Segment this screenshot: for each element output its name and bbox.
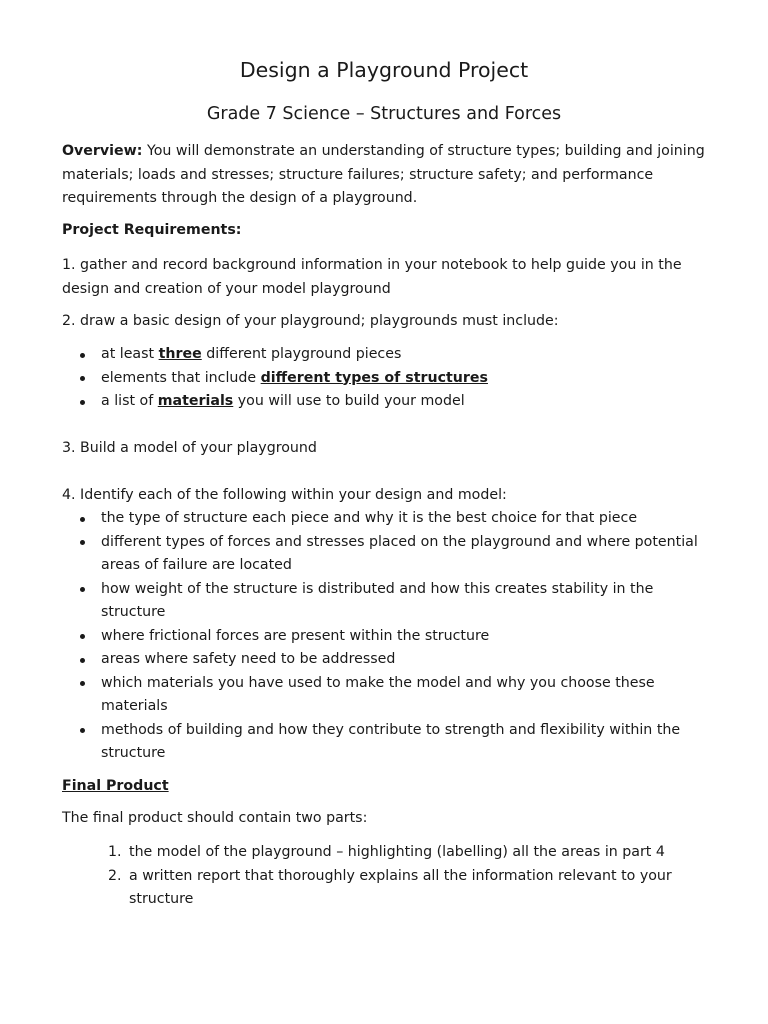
overview-label: Overview: [62,143,143,159]
item4-bullet-list [62,507,712,766]
bullet-text: elements that include [101,369,261,386]
list-number: 1. [108,844,122,860]
item2-bullet-list [62,343,712,414]
list-item [62,841,712,865]
final-product-heading: Final Product [62,778,169,794]
requirement-item-3: 3. Build a model of your playground [62,440,317,456]
list-number: 2. [108,867,122,884]
final-product-intro: The final product should contain two parts: [62,810,368,826]
list-item: the type of structure each piece and why it is the best choice for that piece [62,507,712,531]
bullet-text: a list of [101,393,158,409]
emphasis-text: different types of structures [260,369,488,386]
requirement-item-1: 1. gather and record background information in your notebook to help guide you in the design and creation of your model playground [62,257,682,297]
bullet-text: different playground pieces [201,346,402,362]
list-item [62,865,712,912]
list-item: methods of building and how they contribute to strength and flexibility within the structure [62,719,712,766]
list-item: how weight of the structure is distributed and how this creates stability in the structure [62,578,712,625]
document-subtitle: Grade 7 Science – Structures and Forces [206,104,562,124]
list-item-text: the model of the playground – highlighting (labelling) all the areas in part 4 [129,844,665,860]
requirement-item-2: 2. draw a basic design of your playground; playgrounds must include: [62,313,559,329]
list-item: different types of forces and stresses placed on the playground and where potential areas of failure are located [62,531,712,578]
list-item: where frictional forces are present within the structure [62,625,712,649]
bullet-text: at least [101,346,159,362]
emphasis-text: materials [157,393,234,409]
list-item: areas where safety need to be addressed [62,648,712,672]
bullet-text: you will use to build your model [233,393,465,409]
list-item [62,367,712,391]
document-title: Design a Playground Project [239,58,529,82]
emphasis-text: three [158,346,202,362]
requirements-heading: Project Requirements: [62,222,242,238]
final-parts-list [62,841,712,912]
list-item: which materials you have used to make the model and why you choose these materials [62,672,712,719]
overview-text: You will demonstrate an understanding of structure types; building and joining materials; loads and stresses; structure failures; structure safety; and performance requirements through the design of a playground. [62,143,705,206]
list-item-text: a written report that thoroughly explains all the information relevant to your structure [129,867,672,907]
requirement-item-4: 4. Identify each of the following within your design and model: [62,487,507,503]
overview-paragraph [62,140,712,211]
list-item [62,343,712,367]
list-item [62,390,712,414]
